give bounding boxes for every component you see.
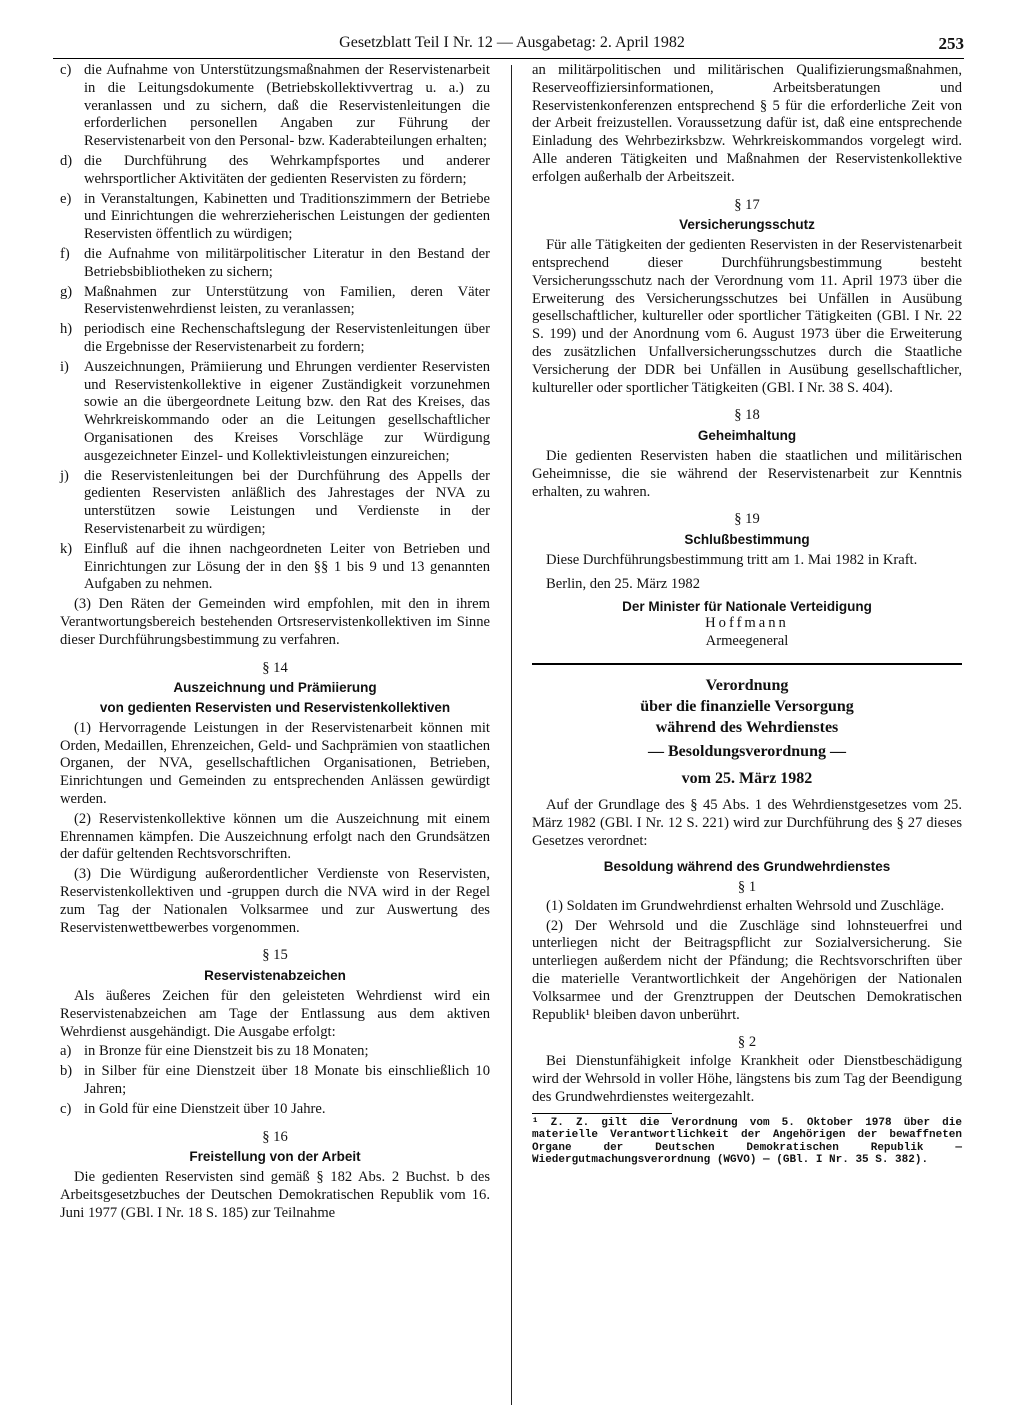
signature-name: Hoffmann <box>705 615 789 632</box>
list-c-to-k <box>60 62 490 594</box>
section-title-18: Geheimhaltung <box>697 428 797 444</box>
list-item: c) die Aufnahme von Unterstützungsmaßnahmen der Reservistenarbeit in die Leitungsdokumente (Betriebskollektivvertrag u. a.) zu veranlassen und zu sichern, daß die Reservistenleitungen die erforderlichen personellen Angaben zur Führung der Reservistenarbeit von den Personal- bzw. Kaderabteilungen erhalten; <box>60 62 490 150</box>
list-item: j) die Reservistenleitungen bei der Durchführung des Appells der gedienten Reservisten anläßlich des Jahrestages der NVA zu unterstützen sowie Leistungen und Verdienste in der Reservistenarbeit zu würdigen; <box>60 467 490 537</box>
list-item: e) in Veranstaltungen, Kabinetten und Traditionszimmern der Betriebe und Einrichtungen die wehrerzieherischen Leistungen der gedienten Reservisten öffentlich zu würdigen; <box>60 190 490 243</box>
section-title-14a: Auszeichnung und Prämiierung <box>173 680 377 696</box>
list-item: d) die Durchführung des Wehrkampfsportes und anderer wehrsportlicher Aktivitäten der gedienten Reservisten zu fördern; <box>60 152 490 187</box>
list-item: f) die Aufnahme von militärpolitischer Literatur in den Bestand der Betriebsbibliotheken zu sichern; <box>60 245 490 280</box>
page-header <box>0 0 1024 60</box>
section-number-17: § 17 <box>734 196 760 213</box>
ordinance-section-2: § 2 <box>737 1034 757 1051</box>
paragraph: Diese Durchführungsbestimmung tritt am 1. Mai 1982 in Kraft. <box>546 551 918 568</box>
ordinance-section-1: § 1 <box>737 879 757 896</box>
paragraph-3: (3) Den Räten der Gemeinden wird empfohlen, mit den in ihrem Verantwortungsbereich bestehenden Ortsreservistenkollektiven im Sinne dieser Durchführungsbestimmung zu verfahren. <box>60 596 490 648</box>
paragraph: Als äußeres Zeichen für den geleisteten Wehrdienst wird ein Reservistenabzeichen am Tage der Entlassung aus dem aktiven Wehrdienst ausgehändigt. Die Ausgabe erfolgt: <box>60 988 490 1040</box>
paragraph: (1) Soldaten im Grundwehrdienst erhalten Wehrsold und Zuschläge. <box>546 897 945 914</box>
list-item: k) Einfluß auf die ihnen nachgeordneten Leiter von Betrieben und Einrichtungen zur Lösung der in den §§ 1 bis 9 und 13 genannten Aufgaben zu nehmen. <box>60 540 490 593</box>
paragraph: (1) Hervorragende Leistungen in der Reservistenarbeit können mit Orden, Medaillen, Ehrenzeichen, Geld- und Sachprämien von staatlichen Organen, der NVA, gesellschaftlichen Organisationen, Betrieben, Einrichtungen und Gemeinden zu entsprechenden Anlässen gewürdigt werden. <box>60 719 490 808</box>
ordinance-title-1: Verordnung <box>705 676 789 694</box>
ordinance-heading: Besoldung während des Grundwehrdienstes <box>603 859 891 875</box>
section-number-18: § 18 <box>734 407 760 424</box>
signature-place-date: Berlin, den 25. März 1982 <box>546 575 701 592</box>
footnote-rule <box>532 1113 672 1114</box>
ordinance-title-4: — Besoldungsverordnung — <box>648 742 846 760</box>
ordinance-title-3: während des Wehrdienstes <box>655 718 839 736</box>
section-title-16: Freistellung von der Arbeit <box>189 1149 361 1165</box>
footnote: ¹ Z. Z. gilt die Verordnung vom 5. Oktober 1978 über die materielle Verantwortlichkeit der Angehörigen der bewaffneten Organe der Deutschen Demokratischen Republik — Wiedergutmachungsverordnung (WGVO) — (GBl. I Nr. 35 S. 382). <box>532 1116 962 1167</box>
section-title-17: Versicherungsschutz <box>679 217 815 233</box>
paragraph: (2) Reservistenkollektive können um die Auszeichnung mit einem Ehrennamen kämpfen. Die Auszeichnung erfolgt nach den Grundsätzen der dafür geltenden Rechtsvorschriften. <box>60 810 490 863</box>
section-title-19: Schlußbestimmung <box>684 532 810 548</box>
ordinance-date: vom 25. März 1982 <box>681 769 813 787</box>
right-column <box>532 62 962 1167</box>
ordinance-title-2: über die finanzielle Versorgung <box>640 697 854 715</box>
paragraph: Die gedienten Reservisten sind gemäß § 182 Abs. 2 Buchst. b des Arbeitsgesetzbuches der Deutschen Demokratischen Republik vom 16. Juni 1977 (GBl. I Nr. 18 S. 185) zur Teilnahme <box>60 1169 490 1221</box>
paragraph-continuation: an militärpolitischen und militärischen Qualifizierungsmaßnahmen, Reserveoffiziersinformationen, Arbeitsberatungen und Reservistenkonferenzen entsprechend § 5 für die erforderliche Zeit von der Arbeit freizustellen. Voraussetzung dafür ist, daß eine entsprechende Einladung des Wehrbezirksbzw. Wehrkreiskommandos vorgelegt wird. Alle anderen Tätigkeiten und Maßnahmen der Reservistenkollektive erfolgen außerhalb der Arbeitszeit. <box>532 62 962 185</box>
list-item: h) periodisch eine Rechenschaftslegung der Reservistenleitungen über die Ergebnisse der Reservistenarbeit zu fordern; <box>60 321 490 355</box>
page-number: 253 <box>938 34 964 53</box>
paragraph: Für alle Tätigkeiten der gedienten Reservisten in der Reservistenarbeit entsprechend dieser Durchführungsbestimmung besteht Versicherungsschutz nach der Verordnung vom 11. April 1973 über die Erweiterung des Versicherungsschutzes bei Unfällen in Ausübung gesellschaftlicher, kultureller oder sportlicher Tätigkeiten (GBl. I Nr. 22 S. 199) und der Anordnung vom 6. August 1973 über die Erweiterung des zusätzlichen Unfallversicherungsschutzes durch die Staatliche Versicherung der DDR bei Unfällen in Ausübung gesellschaftlicher, kultureller oder sportlicher Tätigkeiten (GBl. I Nr. 38 S. 404). <box>532 237 962 396</box>
column-divider <box>511 65 512 1405</box>
list-item: g) Maßnahmen zur Unterstützung von Familien, deren Väter Reservistenwehrdienst leisten, zu veranlassen; <box>60 283 490 318</box>
list-item: a) in Bronze für eine Dienstzeit bis zu 18 Monaten; <box>60 1043 369 1060</box>
left-column <box>60 62 490 1225</box>
paragraph: (3) Die Würdigung außerordentlicher Verdienste von Reservisten, Reservistenkollektiven und -gruppen durch die NVA wird in der Regel zum Tag der Nationalen Volksarmee und zur Auswertung des Reservistenwettbewerbes vorgenommen. <box>60 866 490 936</box>
list-item: b) in Silber für eine Dienstzeit über 18 Monate bis einschließlich 10 Jahren; <box>60 1063 490 1098</box>
list-item: c) in Gold für eine Dienstzeit über 10 Jahre. <box>60 1100 326 1117</box>
paragraph: Die gedienten Reservisten haben die staatlichen und militärischen Geheimnisse, die sie während der Reservistenarbeit zur Kenntnis erhalten, zu wahren. <box>532 447 962 500</box>
header-rule <box>53 58 964 59</box>
ordinance-separator <box>532 663 962 665</box>
list-item: i) Auszeichnungen, Prämiierung und Ehrungen verdienter Reservisten und Reservistenkollektive in eigener Zuständigkeit vorzunehmen sowie an die übergeordnete Leitung bzw. den Rat des Kreises, das Wehrkreiskommando oder an die Leitungen gesellschaftlicher Organisationen des Kreises Vorschläge zur Würdigung ausgezeichneter Einzel- und Kollektivleistungen einzureichen; <box>60 358 490 464</box>
paragraph: Bei Dienstunfähigkeit infolge Krankheit oder Dienstbeschädigung wird der Wehrsold in voller Höhe, längstens bis zum Tag der Beendigung des Grundwehrdienstes weitergezahlt. <box>532 1053 962 1105</box>
section-title-14b: von gedienten Reservisten und Reservistenkollektiven <box>99 700 451 716</box>
journal-title: Gesetzblatt Teil I Nr. 12 — Ausgabetag: 2. April 1982 <box>339 34 685 51</box>
ordinance-preamble: Auf der Grundlage des § 45 Abs. 1 des Wehrdienstgesetzes vom 25. März 1982 (GBl. I Nr. 12 S. 221) wird zur Durchführung des § 27 dieses Gesetzes verordnet: <box>532 796 962 849</box>
section-number-16: § 16 <box>262 1128 288 1145</box>
section-number-14: § 14 <box>262 659 288 676</box>
section-number-19: § 19 <box>734 511 760 528</box>
section-title-15: Reservistenabzeichen <box>204 968 346 984</box>
signature-rank: Armeegeneral <box>705 633 789 650</box>
signature-office: Der Minister für Nationale Verteidigung <box>622 598 872 614</box>
paragraph: (2) Der Wehrsold und die Zuschläge sind lohnsteuerfrei und unterliegen nicht der Beitragspflicht zur Sozialversicherung. Sie unterliegen außerdem nicht der Pfändung; die Rechtsvorschriften über die materielle Verantwortlichkeit der Angehörigen der Nationalen Volksarmee und der Grenztruppen der Deutschen Demokratischen Republik¹ bleiben davon unberührt. <box>532 917 962 1023</box>
section-number-15: § 15 <box>262 947 288 964</box>
